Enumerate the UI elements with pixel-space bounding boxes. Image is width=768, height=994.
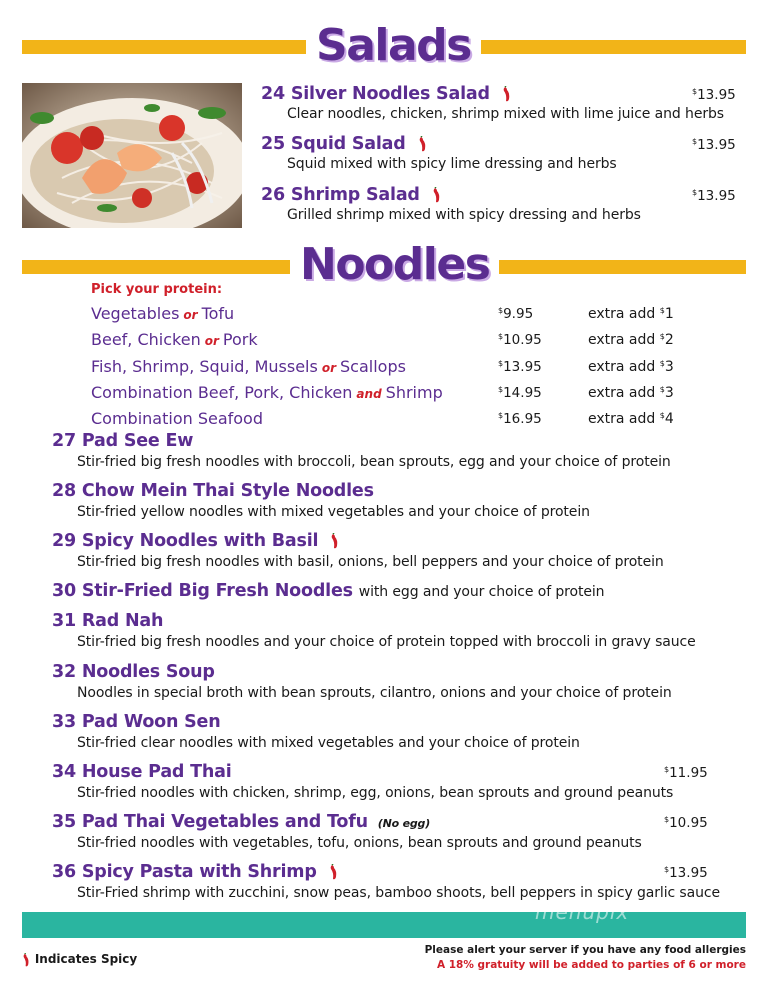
protein-row-4: Combination Beef, Pork, Chicken and Shrimp (91, 383, 443, 402)
noodle-item-34-title: 34 House Pad Thai (52, 762, 232, 782)
noodle-item-36-title: 36 Spicy Pasta with Shrimp (52, 862, 339, 882)
protein-row-5-extra: extra add $4 (588, 411, 674, 427)
spicy-legend (22, 952, 137, 967)
protein-row-3-extra: extra add $3 (588, 359, 674, 375)
salad-item-26-title: 26 Shrimp Salad (261, 185, 442, 205)
chili-icon (418, 136, 428, 152)
noodle-item-35-desc: Stir-fried noodles with vegetables, tofu, onions, bean sprouts and ground peanuts (77, 835, 642, 851)
protein-row-1: Vegetables or Tofu (91, 304, 235, 323)
salad-item-24-desc: Clear noodles, chicken, shrimp mixed with lime juice and herbs (287, 106, 724, 122)
salads-photo (22, 83, 242, 228)
spicy-legend-text: Indicates Spicy (34, 952, 138, 966)
noodle-item-30-desc: with egg and your choice of protein (358, 584, 605, 600)
salad-item-26-desc: Grilled shrimp mixed with spicy dressing and herbs (287, 207, 641, 223)
noodle-item-34-price: $11.95 (664, 765, 708, 781)
noodle-item-29-title: 29 Spicy Noodles with Basil (52, 531, 340, 551)
protein-row-2-price: $10.95 (498, 332, 542, 348)
noodle-item-36-price: $13.95 (664, 865, 708, 881)
salad-item-26-price: $13.95 (692, 188, 736, 204)
noodle-item-35-price: $10.95 (664, 815, 708, 831)
noodle-item-35-title: 35 Pad Thai Vegetables and Tofu (No egg) (52, 812, 431, 832)
gratuity-note: A 18% gratuity will be added to parties of 6 or more (436, 959, 746, 971)
footer-bar (22, 912, 746, 938)
noodle-item-31-desc: Stir-fried big fresh noodles and your choice of protein topped with broccoli in gravy sauce (77, 634, 696, 650)
protein-row-2-extra: extra add $2 (588, 332, 674, 348)
protein-row-5: Combination Seafood (91, 409, 263, 428)
no-egg-note: (No egg) (377, 817, 431, 830)
protein-row-4-extra: extra add $3 (588, 385, 674, 401)
protein-row-1-price: $9.95 (498, 306, 534, 322)
protein-row-4-price: $14.95 (498, 385, 542, 401)
salad-item-25-desc: Squid mixed with spicy lime dressing and herbs (287, 156, 617, 172)
noodle-item-29-desc: Stir-fried big fresh noodles with basil, onions, bell peppers and your choice of protein (77, 554, 664, 570)
noodle-item-27-title: 27 Pad See Ew (52, 431, 194, 451)
noodle-item-28-title: 28 Chow Mein Thai Style Noodles (52, 481, 374, 501)
noodle-item-34-desc: Stir-fried noodles with chicken, shrimp, egg, onions, bean sprouts and ground peanuts (77, 785, 674, 801)
protein-row-2: Beef, Chicken or Pork (91, 330, 258, 349)
noodle-item-28-desc: Stir-fried yellow noodles with mixed vegetables and your choice of protein (77, 504, 590, 520)
noodle-item-33-desc: Stir-fried clear noodles with mixed vegetables and your choice of protein (77, 735, 580, 751)
protein-row-3: Fish, Shrimp, Squid, Mussels or Scallops (91, 357, 406, 376)
allergy-note: Please alert your server if you have any food allergies (424, 944, 746, 956)
noodles-heading: Noodles (290, 238, 499, 292)
noodle-item-32-desc: Noodles in special broth with bean sprouts, cilantro, onions and your choice of protein (77, 685, 672, 701)
salad-item-25-title: 25 Squid Salad (261, 134, 428, 154)
protein-row-3-price: $13.95 (498, 359, 542, 375)
noodle-item-36-desc: Stir-Fried shrimp with zucchini, snow peas, bamboo shoots, bell peppers in spicy garlic sauce (77, 885, 720, 901)
noodle-item-31-title: 31 Rad Nah (52, 611, 164, 631)
noodle-item-27-desc: Stir-fried big fresh noodles with broccoli, bean sprouts, egg and your choice of protein (77, 454, 671, 470)
noodle-item-33-title: 33 Pad Woon Sen (52, 712, 221, 732)
protein-row-1-extra: extra add $1 (588, 306, 674, 322)
salad-item-24-price: $13.95 (692, 87, 736, 103)
chili-icon (502, 86, 512, 102)
protein-row-5-price: $16.95 (498, 411, 542, 427)
chili-icon (22, 953, 31, 967)
chili-icon (330, 533, 340, 549)
noodle-item-32-title: 32 Noodles Soup (52, 662, 215, 682)
chili-icon (329, 864, 339, 880)
noodle-item-30-title: 30 Stir-Fried Big Fresh Noodles with egg and your choice of protein (52, 581, 605, 601)
chili-icon (432, 187, 442, 203)
protein-label: Pick your protein: (91, 282, 223, 297)
watermark: menupix (535, 900, 630, 924)
salad-item-25-price: $13.95 (692, 137, 736, 153)
salad-item-24-title: 24 Silver Noodles Salad (261, 84, 512, 104)
salads-heading: Salads (306, 20, 481, 72)
